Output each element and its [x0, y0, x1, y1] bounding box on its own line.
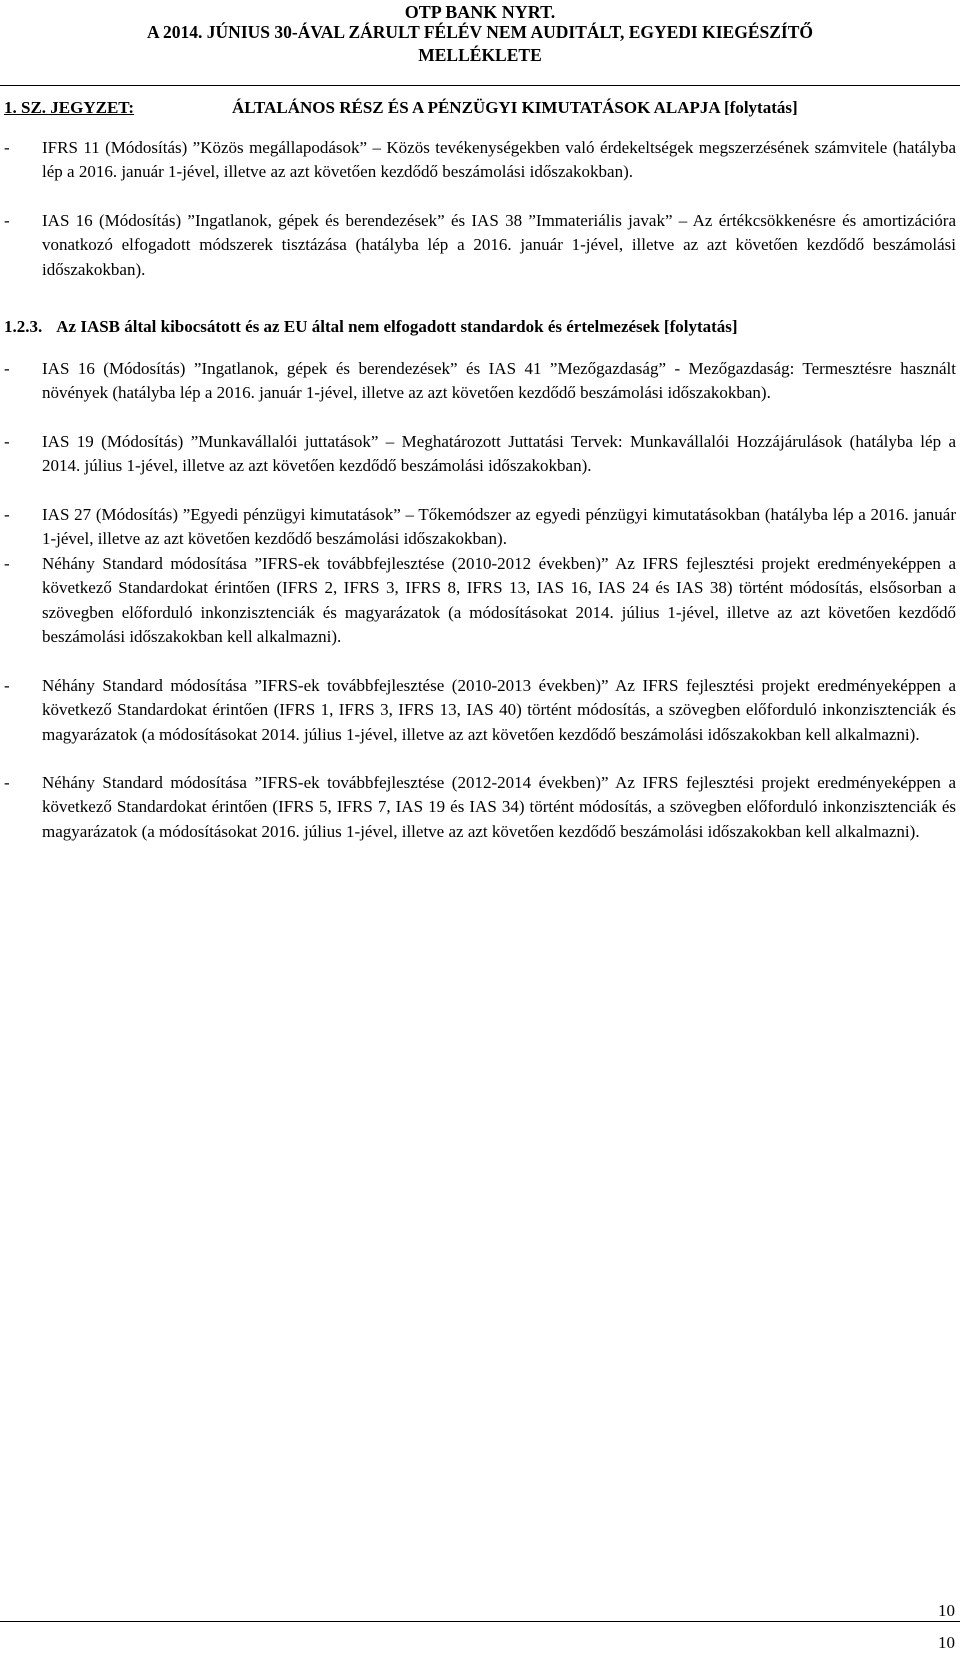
list-item	[4, 430, 956, 479]
list-dash: -	[4, 432, 10, 451]
list-item-text: IAS 16 (Módosítás) ”Ingatlanok, gépek és berendezések” és IAS 38 ”Immateriális javak” – Az értékcsökkenésre és amortizációra vonatkozó elfogadott módszerek tisztázása (hatályba lép a 2016. január 1-jével, illetve az azt követően kezdődő beszámolási időszakokban).	[42, 211, 956, 279]
header-divider	[0, 85, 960, 86]
list-item-text: Néhány Standard módosítása ”IFRS-ek továbbfejlesztése (2012-2014 években)” Az IFRS fejlesztési projekt eredményeképpen a következő Standardokat érintően (IFRS 5, IFRS 7, IAS 19 és IAS 34) történt módosítás, a szövegben előforduló inkonzisztenciák és magyarázatok (a módosításokat 2016. július 1-jével, illetve az azt követően kezdődő beszámolási időszakokban kell alkalmazni).	[42, 773, 956, 841]
list-item-text: Néhány Standard módosítása ”IFRS-ek továbbfejlesztése (2010-2012 években)” Az IFRS fejlesztési projekt eredményeképpen a következő Standardokat érintően (IFRS 2, IFRS 3, IFRS 8, IFRS 13, IAS 16, IAS 24 és IAS 38) történt módosítás, elsősorban a szövegben előforduló inkonzisztenciák és magyarázatok (a módosításokat 2014. július 1-jével, illetve az azt követően kezdődő beszámolási időszakokban kell alkalmazni).	[42, 554, 956, 647]
list-item-text: IAS 19 (Módosítás) ”Munkavállalói juttatások” – Meghatározott Juttatási Tervek: Munkavállalói Hozzájárulások (hatályba lép a 2014. július 1-jével, illetve az azt követően kezdődő beszámolási időszakokban).	[42, 432, 956, 476]
list-item	[4, 503, 956, 552]
subsection-heading	[4, 317, 738, 337]
list-dash: -	[4, 505, 10, 524]
list-item-text: IAS 27 (Módosítás) ”Egyedi pénzügyi kimutatások” – Tőkemódszer az egyedi pénzügyi kimutatásokban (hatályba lép a 2016. január 1-jével, illetve az azt követően kezdődő beszámolási időszakokban).	[42, 505, 956, 549]
list-item	[4, 552, 956, 650]
report-title: A 2014. JÚNIUS 30-ÁVAL ZÁRULT FÉLÉV NEM AUDITÁLT, EGYEDI KIEGÉSZÍTŐ	[147, 22, 813, 42]
section-title: ÁLTALÁNOS RÉSZ ÉS A PÉNZÜGYI KIMUTATÁSOK ALAPJA [folytatás]	[232, 98, 798, 117]
list-item	[4, 209, 956, 282]
page-number-bottom: 10	[938, 1633, 955, 1652]
list-item	[4, 674, 956, 747]
list-item-text: IFRS 11 (Módosítás) ”Közös megállapodások” – Közös tevékenységekben való érdekeltségek megszerzésének számvitele (hatályba lép a 2016. január 1-jével, illetve az azt követően kezdődő beszámolási időszakokban).	[42, 138, 956, 182]
list-dash: -	[4, 359, 10, 378]
list-item	[4, 136, 956, 185]
section-heading	[4, 98, 798, 118]
report-title-continued: MELLÉKLETE	[418, 45, 542, 65]
list-item	[4, 357, 956, 406]
list-dash: -	[4, 676, 10, 695]
list-dash: -	[4, 211, 10, 230]
footer-divider	[0, 1621, 960, 1622]
list-dash: -	[4, 773, 10, 792]
list-item-text: Néhány Standard módosítása ”IFRS-ek továbbfejlesztése (2010-2013 években)” Az IFRS fejlesztési projekt eredményeképpen a következő Standardokat érintően (IFRS 1, IFRS 3, IFRS 13, IAS 40) történt módosítás, a szövegben előforduló inkonzisztenciák és magyarázatok (a módosításokat 2014. július 1-jével, illetve az azt követően kezdődő beszámolási időszakokban kell alkalmazni).	[42, 676, 956, 744]
list-item	[4, 771, 956, 844]
page-number: 10	[938, 1601, 955, 1620]
list-dash: -	[4, 554, 10, 573]
section-number: 1. SZ. JEGYZET:	[4, 98, 135, 117]
subsection-number: 1.2.3.	[4, 317, 43, 336]
list-dash: -	[4, 138, 10, 157]
list-item-text: IAS 16 (Módosítás) ”Ingatlanok, gépek és berendezések” és IAS 41 ”Mezőgazdaság” - Mezőgazdaság: Termesztésre használt növények (hatályba lép a 2016. január 1-jével, illetve az azt követően kezdődő beszámolási időszakokban).	[42, 359, 956, 403]
subsection-title: Az IASB által kibocsátott és az EU által nem elfogadott standardok és értelmezések [folytatás]	[56, 317, 738, 336]
company-name: OTP BANK NYRT.	[404, 2, 556, 22]
